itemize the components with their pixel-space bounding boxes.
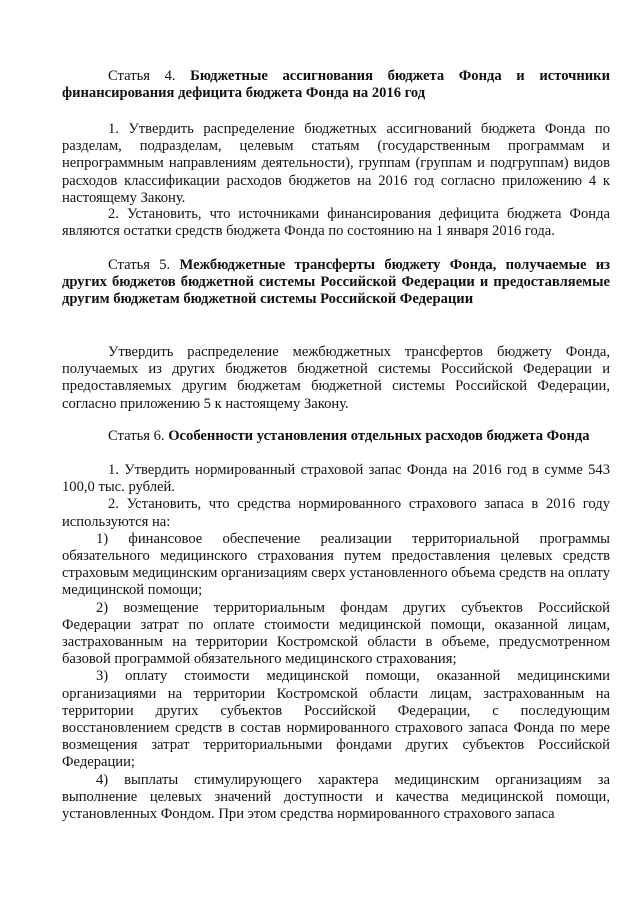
article-6-heading bbox=[62, 428, 610, 445]
article-6-body bbox=[62, 462, 610, 823]
article-6-item-2: 2) возмещение территориальным фондам других субъектов Российской Федерации затрат по оплате стоимости медицинской помощи, оказанной лицам, застрахованным на территории Костромской области в объеме, предусмотренном базовой программой обязательного медицинского страхования; bbox=[62, 599, 610, 668]
article-5-heading bbox=[62, 257, 610, 309]
article-6-item-1: 1) финансовое обеспечение реализации территориальной программы обязательного медицинского страхования путем предоставления целевых средств страховым медицинским организациям сверх установленного объема средств на оплату медицинской помощи; bbox=[62, 530, 610, 599]
article-4-label: Статья 4. bbox=[108, 68, 176, 84]
article-6-item-4: 4) выплаты стимулирующего характера медицинским организациям за выполнение целевых значений доступности и качества медицинской помощи, установленных Фондом. При этом средства нормированного страхового запаса bbox=[62, 771, 610, 823]
article-4-heading bbox=[62, 68, 610, 102]
article-4-title: Бюджетные ассигнования бюджета Фонда и источники финансирования дефицита бюджета Фонда на 2016 год bbox=[62, 68, 610, 102]
article-5-paragraph-1: Утвердить распределение межбюджетных трансфертов бюджету Фонда, получаемых из других бюджетов бюджетной системы Российской Федерации и предоставляемых другим бюджетам бюджетной системы Российской Федерации, согласно приложению 5 к настоящему Закону. bbox=[62, 344, 610, 412]
article-6-paragraph-1: 1. Утвердить нормированный страховой запас Фонда на 2016 год в сумме 543 100,0 тыс. рублей. bbox=[62, 462, 610, 496]
article-5-title: Межбюджетные трансферты бюджету Фонда, получаемые из других бюджетов бюджетной системы Российской Федерации и предоставляемые другим бюджетам бюджетной системы Российской Федерации bbox=[62, 257, 610, 308]
article-6-item-3: 3) оплату стоимости медицинской помощи, оказанной медицинскими организациями на территории Костромской области лицам, застрахованным на территории других субъектов Российской Федерации, с последующим восстановлением средств в состав нормированного страхового запаса Фонда по мере возмещения затрат территориальными фондами других субъектов Российской Федерации; bbox=[62, 668, 610, 771]
article-6-title: Особенности установления отдельных расходов бюджета Фонда bbox=[168, 428, 590, 444]
article-4-paragraph-1: 1. Утвердить распределение бюджетных ассигнований бюджета Фонда по разделам, подразделам, целевым статьям (государственным программам и непрограммным направлениям деятельности), группам (группам и подгруппам) видов расходов классификации расходов бюджетов на 2016 год согласно приложению 4 к настоящему Закону. bbox=[62, 121, 610, 206]
article-6-label: Статья 6. bbox=[108, 428, 165, 444]
article-4-paragraph-2: 2. Установить, что источниками финансирования дефицита бюджета Фонда являются остатки средств бюджета Фонда по состоянию на 1 января 2016 года. bbox=[62, 206, 610, 240]
article-6-paragraph-2: 2. Установить, что средства нормированного страхового запаса в 2016 году используются на: bbox=[62, 496, 610, 530]
article-5-label: Статья 5. bbox=[108, 257, 171, 273]
